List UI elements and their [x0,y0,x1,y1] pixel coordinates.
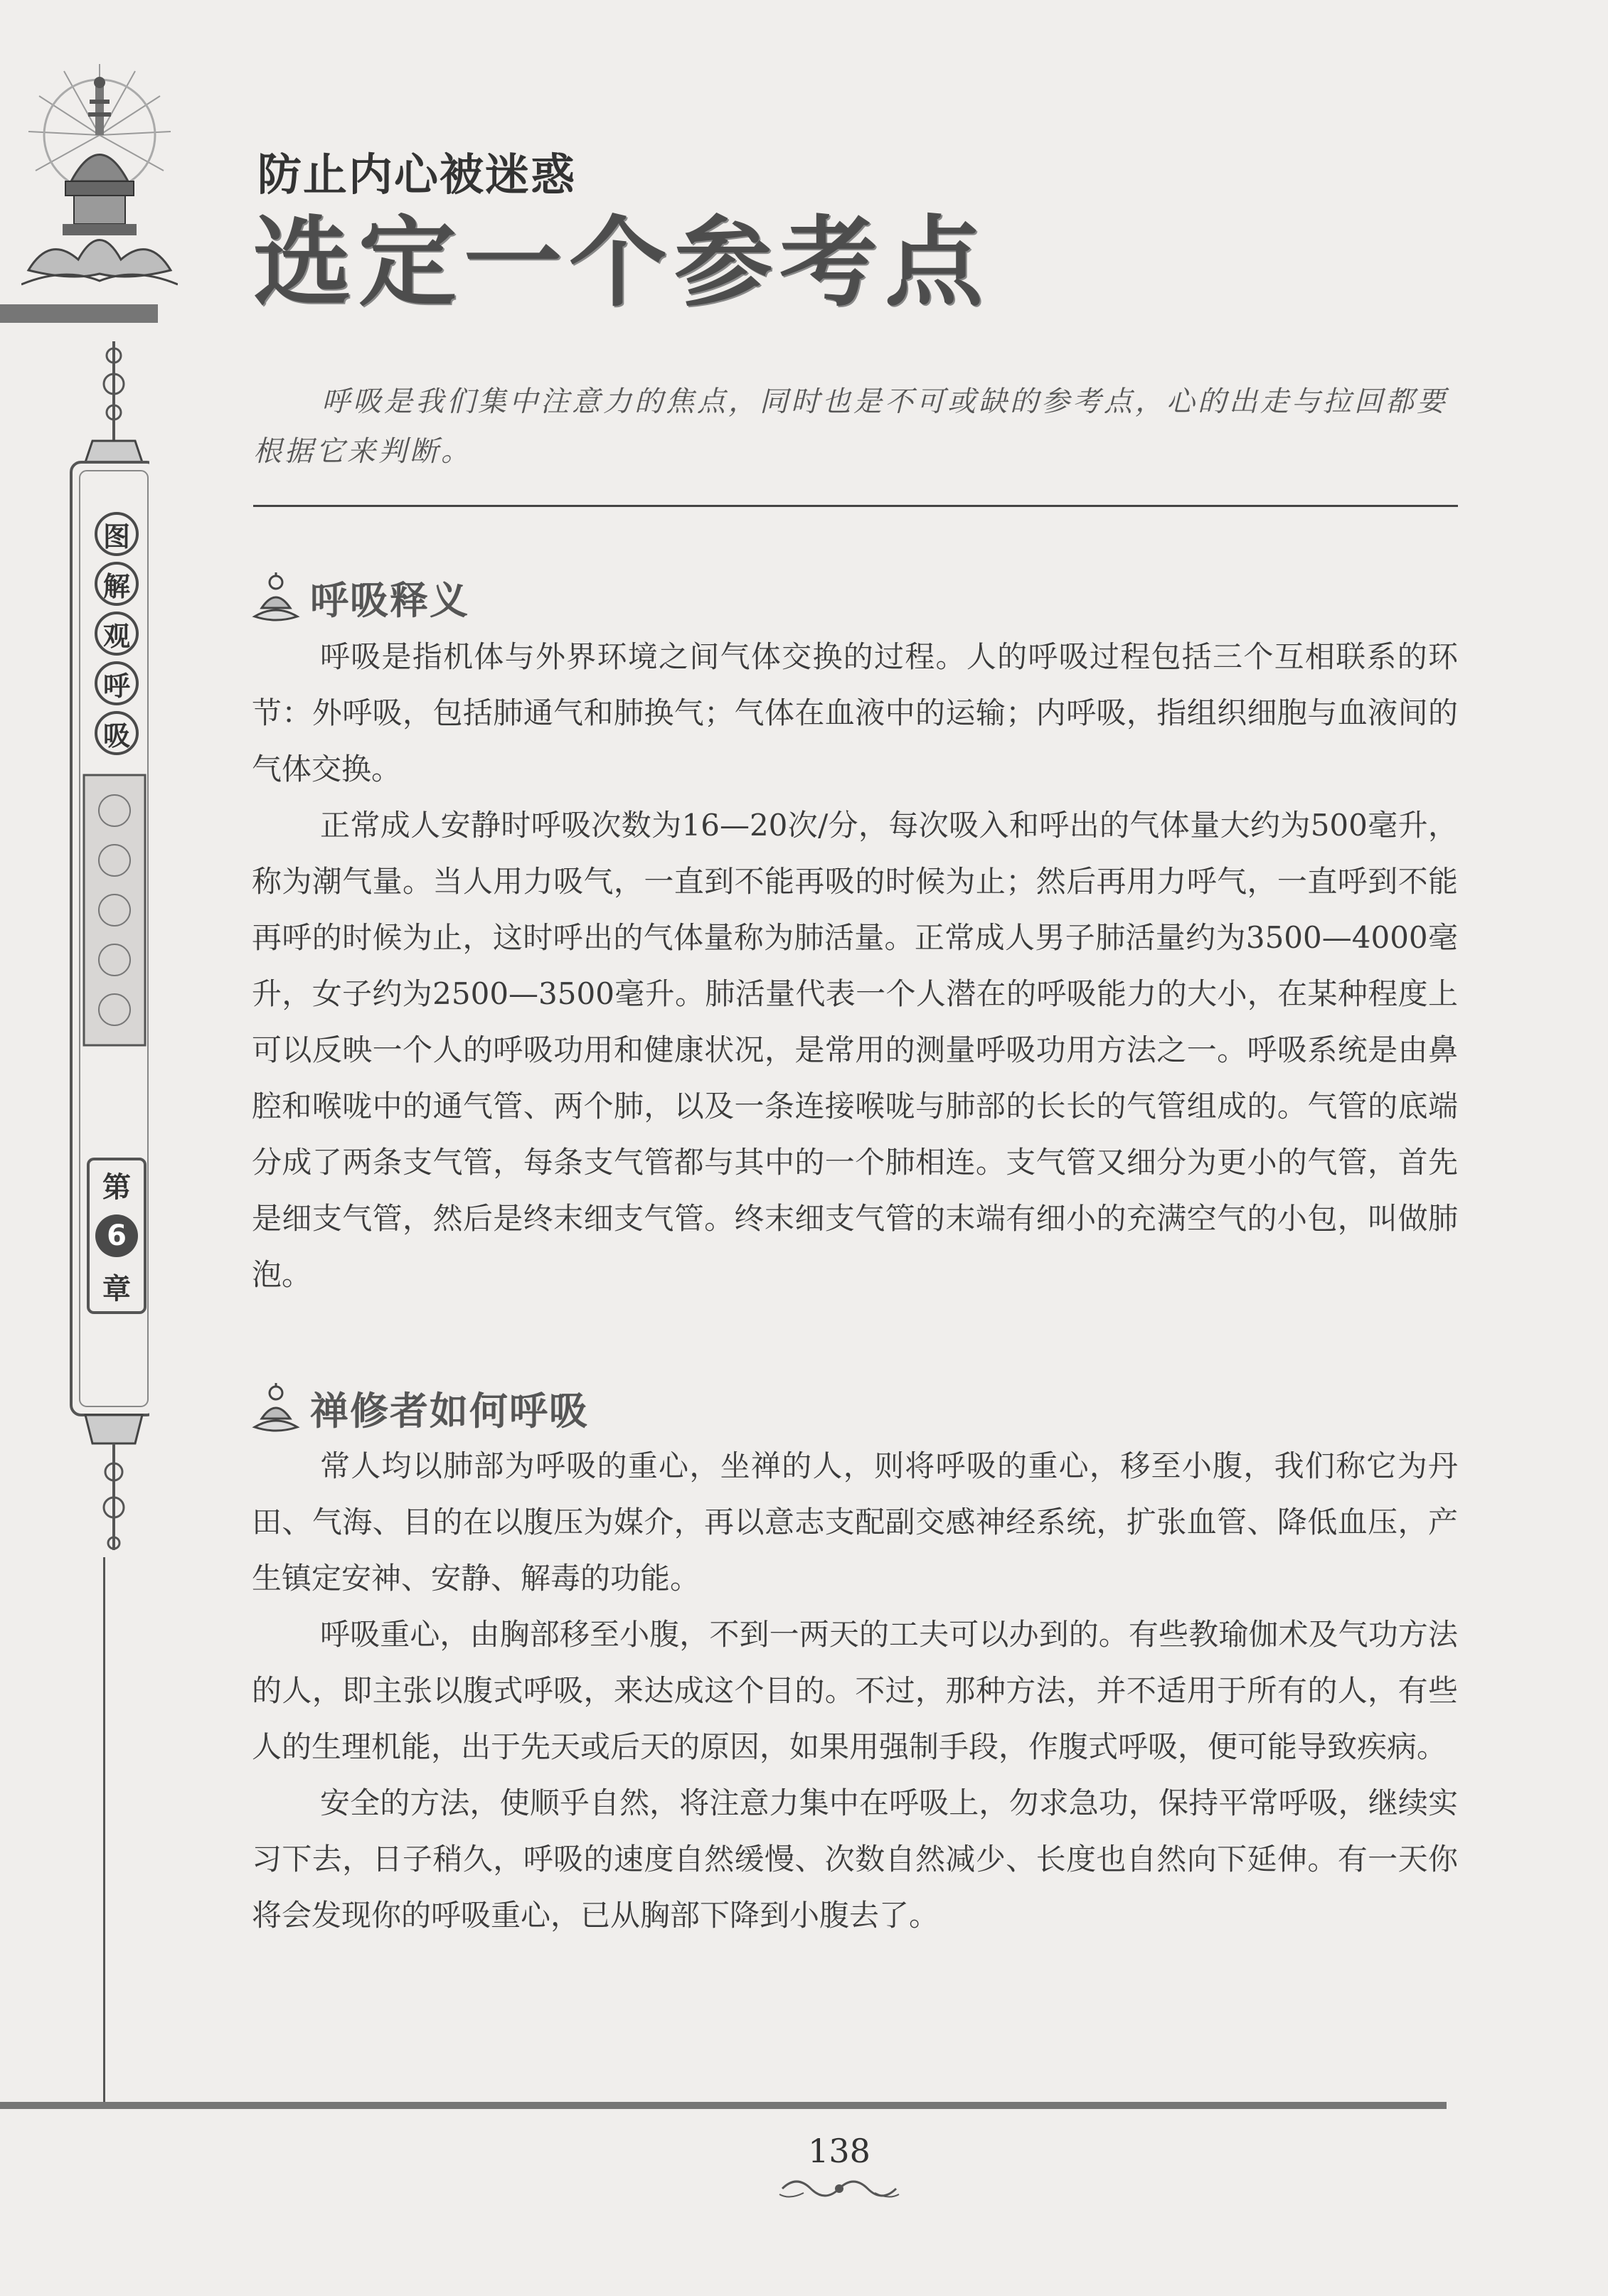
body-paragraph: 常人均以肺部为呼吸的重心，坐禅的人，则将呼吸的重心，移至小腹，我们称它为丹田、气海、目的在以腹压为媒介，再以意志支配副交感神经系统，扩张血管、降低血压，产生镇定安神、安静、解毒的功能。 [252,1448,1458,1596]
book-title-char: 吸 [95,711,139,755]
book-title-vertical [90,512,144,755]
ornamental-flourish-icon [775,2174,903,2203]
page-number: 138 [808,2132,870,2170]
margin-line [103,1557,105,2105]
chapter-prefix: 第 [102,1171,131,1205]
section-heading-label: 禅修者如何呼吸 [310,1388,589,1433]
book-title-char: 解 [95,562,139,606]
footer-rule-bar [0,2102,1447,2109]
chapter-number: 6 [95,1214,138,1257]
header-rule-bar [0,304,158,323]
chapter-label [87,1158,147,1314]
meditating-buddha-icon [252,1383,300,1434]
body-paragraph: 呼吸是指机体与外界环境之间气体交换的过程。人的呼吸过程包括三个互相联系的环节：外呼吸，包括肺通气和肺换气；气体在血液中的运输；内呼吸，指组织细胞与血液间的气体交换。 [252,639,1458,786]
book-title-char: 观 [95,612,139,656]
section-body [252,629,1458,1303]
stupa-lotus-icon [21,57,178,292]
page-subtitle: 防止内心被迷惑 [257,149,577,201]
body-paragraph: 呼吸重心，由胸部移至小腹，不到一两天的工夫可以办到的。有些教瑜伽术及气功方法的人，即主张以腹式呼吸，来达成这个目的。不过，那种方法，并不适用于所有的人，有些人的生理机能，出于先天或后天的原因，如果用强制手段，作腹式呼吸，便可能导致疾病。 [252,1617,1458,1764]
book-title-char: 呼 [95,661,139,705]
section-heading [252,570,469,625]
page-title: 选定一个参考点 [253,204,991,320]
intro-summary: 呼吸是我们集中注意力的焦点，同时也是不可或缺的参考点，心的出走与拉回都要根据它来判断。 [253,385,1448,468]
intro-divider [253,505,1458,507]
section-heading-label: 呼吸释义 [310,577,469,623]
section-heading [252,1381,589,1436]
body-paragraph: 正常成人安静时呼吸次数为16—20次/分，每次吸入和呼出的气体量大约为500毫升，称为潮气量。当人用力吸气，一直到不能再吸的时候为止；然后再用力呼气，一直呼到不能再呼的时候为止，这时呼出的气体量称为肺活量。正常成人男子肺活量约为3500—4000毫升，女子约为2500—3500毫升。肺活量代表一个人潜在的呼吸能力的大小，在某种程度上可以反映一个人的呼吸功用和健康状况，是常用的测量呼吸功用方法之一。呼吸系统是由鼻腔和喉咙中的通气管、两个肺，以及一条连接喉咙与肺部的长长的气管组成的。气管的底端分成了两条支气管，每条支气管都与其中的一个肺相连。支气管又细分为更小的气管，首先是细支气管，然后是终末细支气管。终末细支气管的末端有细小的充满空气的小包，叫做肺泡。 [252,808,1458,1292]
chapter-suffix: 章 [102,1272,131,1305]
body-paragraph: 安全的方法，使顺乎自然，将注意力集中在呼吸上，勿求急功，保持平常呼吸，继续实习下去，日子稍久，呼吸的速度自然缓慢、次数自然减少、长度也自然向下延伸。有一天你将会发现你的呼吸重心，已从胸部下降到小腹去了。 [252,1785,1458,1933]
meditating-buddha-icon [252,572,300,624]
section-body [252,1438,1458,1943]
book-title-char: 图 [95,512,139,556]
